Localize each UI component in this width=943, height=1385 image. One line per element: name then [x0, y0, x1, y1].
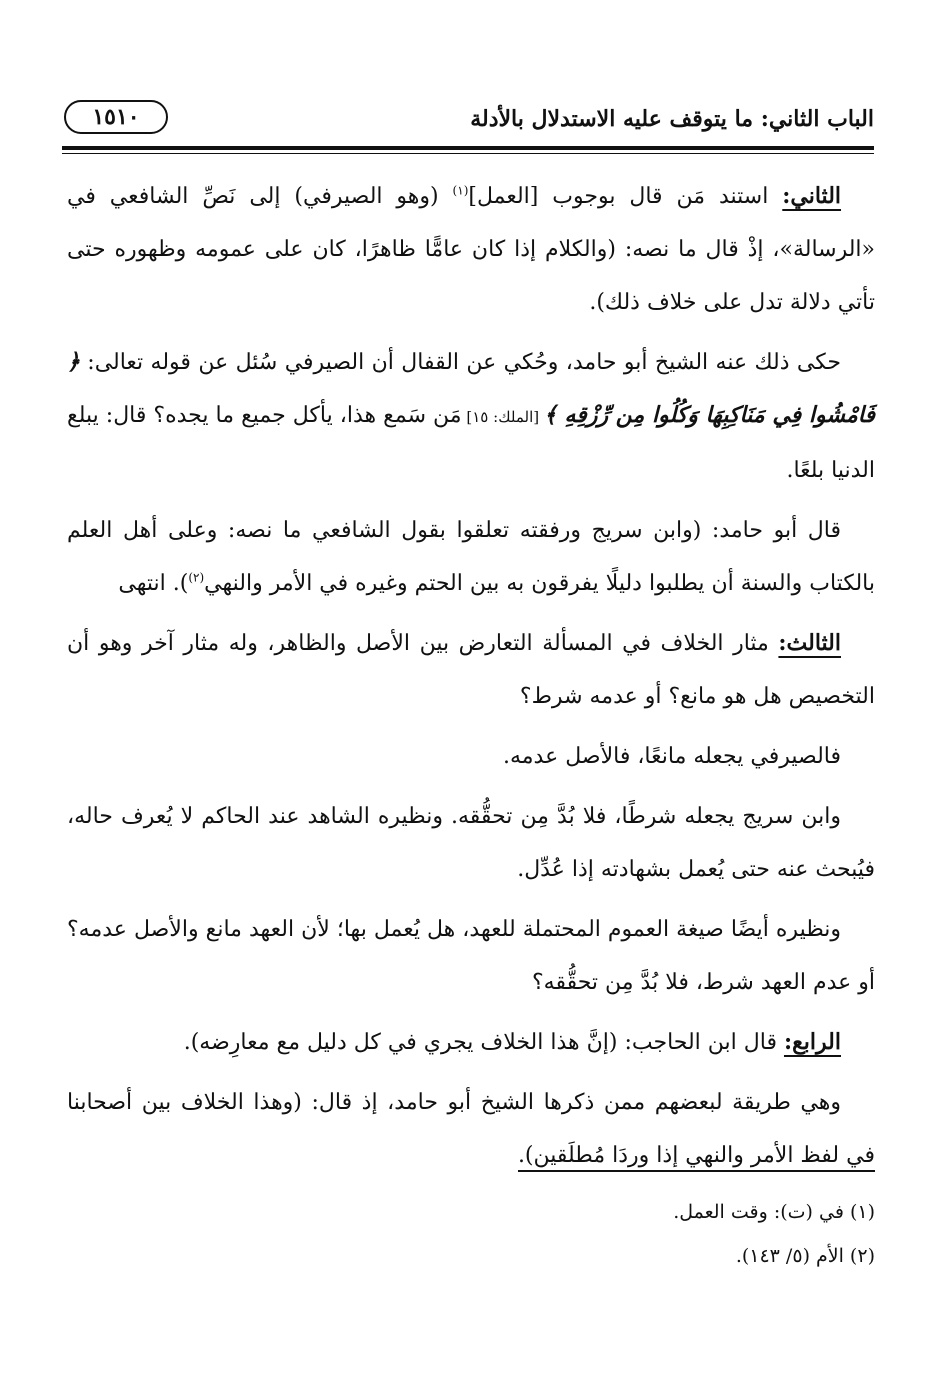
footnotes [67, 1190, 875, 1278]
paragraph-sayrafi: فالصيرفي يجعله مانعًا، فالأصل عدمه. [502, 744, 841, 769]
paragraph-analogy: ونظيره أيضًا صيغة العموم المحتملة للعهد، هل يُعمل بها؛ لأن العهد مانع والأصل عدمه؟ أو عدم العهد شرط، فلا بُدَّ مِن تحقُّقه؟ [67, 917, 875, 995]
paragraph-third-point [67, 617, 875, 723]
paragraph-second-point [67, 170, 875, 329]
paragraph-text: وهي طريقة لبعضهم ممن ذكرها الشيخ أبو حامد، إذ قال: (وهذا الخلاف بين أصحابنا [67, 1090, 841, 1115]
heading-third: الثالث: [778, 630, 841, 656]
footnote-ref-2: (٢) [188, 570, 205, 585]
paragraph-qaffal-report [67, 336, 875, 497]
paragraph-text: قال ابن الحاجب: (إنَّ هذا الخلاف يجري في كل دليل مع معارِضه). [183, 1030, 784, 1055]
page-number-badge: ١٥١٠ [64, 100, 168, 134]
paragraph-text: مَن سَمع هذا، يأكل جميع ما يجده؟ قال: يبلع الدنيا بلعًا. [67, 403, 875, 483]
verse-reference: [الملك: ١٥] [461, 408, 544, 426]
footnote-2: (٢) الأم (٥/ ١٤٣). [735, 1245, 875, 1267]
header-rule-thick [62, 146, 874, 150]
heading-fourth: الرابع: [783, 1029, 841, 1055]
footnote-1: (١) في (ت): وقت العمل. [673, 1201, 875, 1223]
main-text [67, 170, 875, 1189]
paragraph-text: حكى ذلك عنه الشيخ أبو حامد، وحُكي عن القفال أن الصيرفي سُئل عن قوله تعالى: [79, 350, 841, 375]
running-title: الباب الثاني: ما يتوقف عليه الاستدلال بالأدلة [470, 106, 874, 132]
paragraph-ibn-surayj: وابن سريج يجعله شرطًا، فلا بُدَّ مِن تحقُّقه. ونظيره الشاهد عند الحاكم لا يُعرف حاله، فيُبحث عنه حتى يُعمل بشهادته إذا عُدِّل. [67, 804, 875, 882]
paragraph-method [67, 1076, 875, 1182]
quran-verse: ﴿ فَامْشُوا فِي مَنَاكِبِهَا وَكُلُوا مِن رِّزْقِهِ ﴾ [67, 349, 875, 428]
underlined-text: في لفظ الأمر والنهي إذا وردَا مُطلَقين). [518, 1143, 875, 1172]
heading-second: الثاني: [782, 183, 842, 209]
paragraph-text: (وهو الصيرفي) إلى نَصِّ الشافعي في «الرسالة»، إذْ قال ما نصه: (والكلام إذا كان عامًّا ظاهرًا، كان على عمومه وظهوره حتى تأتي دلالة تدل على خلاف ذلك). [67, 184, 875, 315]
paragraph-abu-hamid [67, 504, 875, 610]
paragraph-text: ). انتهى [118, 571, 189, 596]
footnote-ref-1: (١) [452, 183, 469, 198]
page-header [62, 98, 874, 148]
paragraph-text: استند مَن قال بوجوب [العمل] [468, 184, 783, 209]
paragraph-fourth-point [67, 1016, 875, 1069]
paragraph-text: قال أبو حامد: (وابن سريج ورفقته تعلقوا بقول الشافعي ما نصه: وعلى أهل العلم بالكتاب والسنة أن يطلبوا دليلًا يفرقون به بين الحتم وغيره في الأمر والنهي [67, 518, 875, 596]
header-rule-thin [62, 153, 874, 154]
paragraph-text: مثار الخلاف في المسألة التعارض بين الأصل والظاهر، وله مثار آخر وهو أن التخصيص هل هو مانع؟ أو عدمه شرط؟ [67, 631, 875, 709]
